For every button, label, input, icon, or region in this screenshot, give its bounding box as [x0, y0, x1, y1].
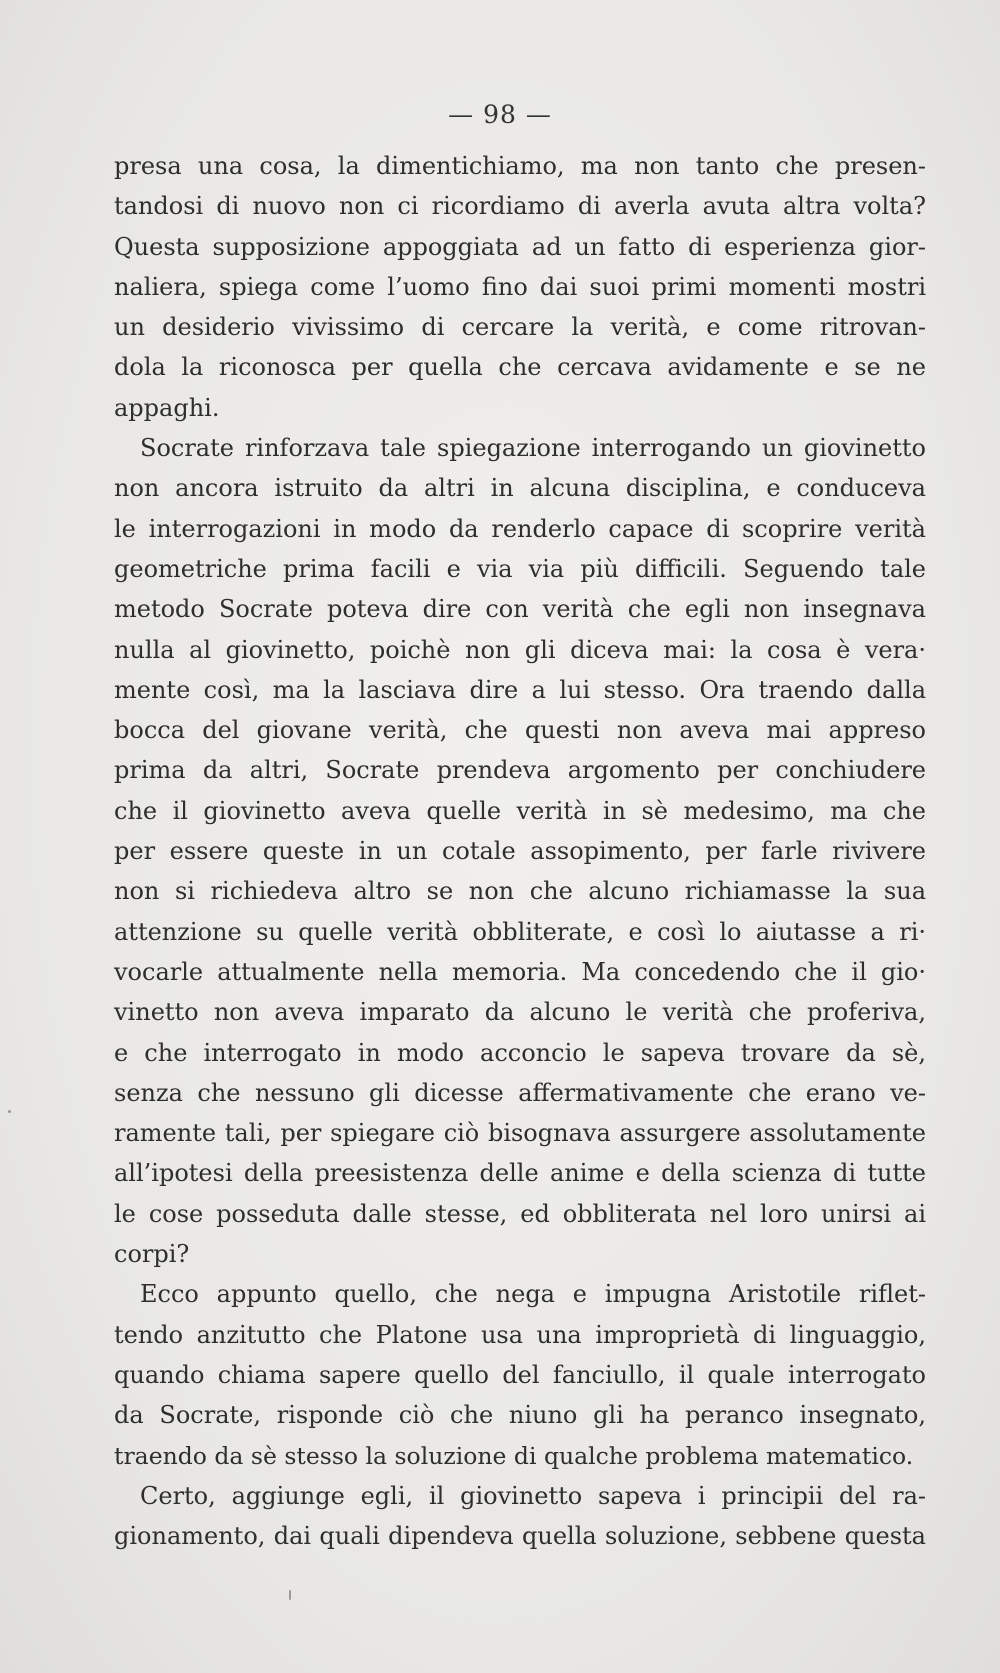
text-line: non ancora istruito da altri in alcuna disciplina, e conduceva — [114, 474, 926, 503]
text-line: vocarle attualmente nella memoria. Ma concedendo che il gio· — [114, 957, 926, 986]
text-line: per essere queste in un cotale assopimento, per farle rivivere — [114, 837, 926, 866]
text-line: corpi? — [114, 1240, 190, 1269]
text-line: le interrogazioni in modo da renderlo capace di scoprire verità — [114, 514, 926, 543]
text-line: da Socrate, risponde ciò che niuno gli ha peranco insegnato, — [114, 1401, 926, 1430]
body-text — [114, 146, 926, 1556]
text-line: gionamento, dai quali dipendeva quella soluzione, sebbene questa — [114, 1522, 926, 1551]
text-line: Ecco appunto quello, che nega e impugna Aristotile riflet- — [140, 1280, 926, 1309]
text-line: che il giovinetto aveva quelle verità in sè medesimo, ma che — [114, 796, 926, 825]
text-line: e che interrogato in modo acconcio le sapeva trovare da sè, — [114, 1038, 926, 1067]
text-line: ramente tali, per spiegare ciò bisognava assurgere assolutamente — [114, 1119, 926, 1148]
text-line: Questa supposizione appoggiata ad un fatto di esperienza gior- — [114, 232, 926, 261]
text-line: nulla al giovinetto, poichè non gli diceva mai: la cosa è vera· — [114, 635, 926, 664]
text-line: traendo da sè stesso la soluzione di qualche problema matematico. — [114, 1441, 914, 1470]
text-line: prima da altri, Socrate prendeva argomento per conchiudere — [114, 756, 926, 785]
text-line: appaghi. — [114, 393, 220, 422]
text-line: non si richiedeva altro se non che alcuno richiamasse la sua — [114, 877, 926, 906]
text-line: tandosi di nuovo non ci ricordiamo di averla avuta altra volta? — [114, 192, 926, 221]
text-line: geometriche prima facili e via via più difficili. Seguendo tale — [114, 554, 926, 583]
text-line: le cose posseduta dalle stesse, ed obbliterata nel loro unirsi ai — [114, 1199, 926, 1228]
text-line: attenzione su quelle verità obbliterate, e così lo aiutasse a ri· — [114, 917, 926, 946]
paper-speck — [8, 1110, 11, 1113]
text-line: bocca del giovane verità, che questi non aveva mai appreso — [114, 716, 926, 745]
text-line: mente così, ma la lasciava dire a lui stesso. Ora traendo dalla — [114, 675, 926, 704]
page-number: — 98 — — [448, 100, 552, 129]
text-line: presa una cosa, la dimentichiamo, ma non tanto che presen- — [114, 152, 926, 180]
text-line: un desiderio vivissimo di cercare la verità, e come ritrovan- — [114, 313, 926, 342]
paper-speck — [289, 1590, 291, 1600]
text-line: Certo, aggiunge egli, il giovinetto sapeva i principii del ra- — [140, 1481, 926, 1510]
text-line: metodo Socrate poteva dire con verità che egli non insegnava — [114, 595, 926, 624]
text-line: tendo anzitutto che Platone usa una improprietà di linguaggio, — [114, 1320, 926, 1349]
text-line: all’ipotesi della preesistenza delle anime e della scienza di tutte — [114, 1159, 926, 1188]
text-line: naliera, spiega come l’uomo fino dai suoi primi momenti mostri — [114, 272, 926, 301]
text-line: vinetto non aveva imparato da alcuno le verità che proferiva, — [114, 998, 926, 1027]
text-line: Socrate rinforzava tale spiegazione interrogando un giovinetto — [140, 434, 926, 463]
text-line: senza che nessuno gli dicesse affermativamente che erano ve- — [114, 1078, 926, 1107]
text-line: dola la riconosca per quella che cercava avidamente e se ne — [114, 353, 926, 382]
text-line: quando chiama sapere quello del fanciullo, il quale interrogato — [114, 1360, 926, 1389]
